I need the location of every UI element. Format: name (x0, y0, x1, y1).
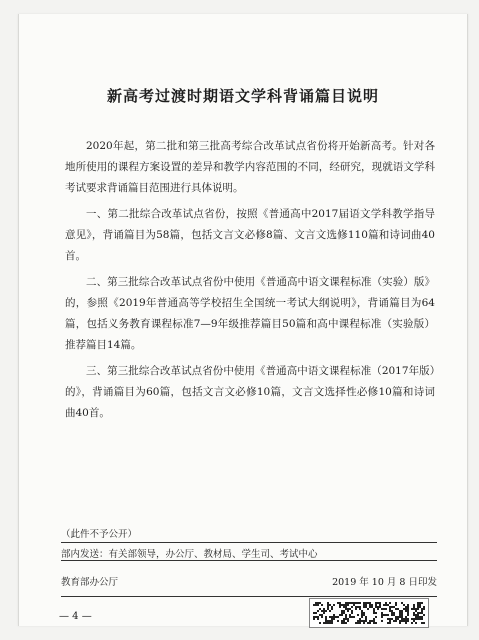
barcode-cell (323, 608, 325, 610)
barcode-cell (333, 616, 335, 618)
barcode-cell (359, 608, 361, 610)
barcode-cell (329, 622, 331, 624)
barcode-cell (367, 602, 369, 604)
document-page (18, 14, 468, 626)
barcode-cell (345, 604, 347, 606)
barcode-cell (347, 618, 349, 620)
barcode-cell (405, 616, 407, 618)
barcode-cell (383, 614, 385, 616)
footer-divider-middle (61, 560, 437, 561)
barcode-cell (363, 606, 365, 608)
barcode-cell (423, 622, 425, 624)
barcode-cell (389, 610, 391, 612)
barcode-cell (375, 622, 377, 624)
barcode-cell (327, 604, 329, 606)
barcode-cell (343, 622, 345, 624)
barcode-cell (351, 610, 353, 612)
barcode-cell (335, 616, 337, 618)
barcode-cell (421, 608, 423, 610)
barcode-cell (373, 622, 375, 624)
paragraph-item-1: 一、第二批综合改革试点省份，按照《普通高中2017届语文学科教学指导意见》，背诵篇目为58篇，包括文言文必修8篇、文言文选修110篇和诗词曲40首。 (65, 208, 435, 262)
barcode-cell (403, 608, 405, 610)
barcode-cell (351, 616, 353, 618)
barcode-cell (375, 606, 377, 608)
barcode-cell (343, 606, 345, 608)
barcode-cell (415, 614, 417, 616)
barcode-cell (393, 612, 395, 614)
barcode-cell (331, 622, 333, 624)
barcode-cell (355, 606, 357, 608)
barcode-cell (357, 622, 359, 624)
barcode-cell (403, 604, 405, 606)
barcode-cell (381, 608, 383, 610)
barcode-cell (321, 614, 323, 616)
barcode-cell (407, 606, 409, 608)
barcode-cell (385, 614, 387, 616)
barcode-cell (383, 604, 385, 606)
barcode-cell (351, 606, 353, 608)
barcode-cell (411, 622, 413, 624)
barcode-cell (337, 616, 339, 618)
barcode-cell (339, 606, 341, 608)
barcode-cell (369, 622, 371, 624)
barcode-cell (415, 622, 417, 624)
barcode-cell (377, 606, 379, 608)
barcode-cell (325, 616, 327, 618)
barcode-cell (361, 610, 363, 612)
barcode-cell (417, 604, 419, 606)
barcode-cell (393, 620, 395, 622)
barcode-cell (391, 614, 393, 616)
barcode-cell (385, 604, 387, 606)
barcode-cell (359, 622, 361, 624)
barcode-cell (341, 604, 343, 606)
barcode-cell (385, 602, 387, 604)
barcode-cell (339, 604, 341, 606)
barcode-cell (401, 610, 403, 612)
barcode-cell (405, 620, 407, 622)
barcode-cell (339, 614, 341, 616)
barcode-cell (407, 610, 409, 612)
barcode-cell (407, 618, 409, 620)
barcode-cell (341, 612, 343, 614)
barcode-cell (349, 602, 351, 604)
barcode-cell (421, 610, 423, 612)
barcode-cell (371, 620, 373, 622)
barcode-cell (391, 612, 393, 614)
barcode-cell (407, 614, 409, 616)
barcode-cell (357, 602, 359, 604)
barcode-cell (403, 618, 405, 620)
barcode-cell (419, 602, 421, 604)
barcode-cell (369, 620, 371, 622)
not-public-note: （此件不予公开） (61, 529, 138, 540)
barcode-cell (347, 608, 349, 610)
barcode-cell (367, 608, 369, 610)
barcode-cell (363, 622, 365, 624)
barcode-cell (375, 616, 377, 618)
barcode-cell (371, 604, 373, 606)
distribution-list: 部内发送：有关部领导，办公厅、教材局、学生司、考试中心 (61, 549, 318, 560)
barcode-cell (357, 620, 359, 622)
barcode-cell (417, 602, 419, 604)
barcode-cell (327, 606, 329, 608)
barcode-cell (405, 606, 407, 608)
paragraph-intro: 2020年起，第二批和第三批高考综合改革试点省份将开始新高考。针对各地所使用的课程方案设置的差异和教学内容范围的不同，经研究，现就语文学科考试要求背诵篇目范围进行具体说明。 (65, 140, 435, 194)
barcode-cell (421, 622, 423, 624)
barcode-cell (315, 612, 317, 614)
barcode-cell (333, 618, 335, 620)
barcode-cell (405, 622, 407, 624)
barcode-cell (341, 610, 343, 612)
barcode-cell (323, 610, 325, 612)
barcode-cell (315, 604, 317, 606)
barcode-cell (421, 612, 423, 614)
barcode-cell (363, 620, 365, 622)
barcode-cell (379, 606, 381, 608)
barcode-cell (387, 622, 389, 624)
barcode-cell (317, 602, 319, 604)
barcode-cell (363, 604, 365, 606)
barcode-cell (381, 614, 383, 616)
barcode-cell (349, 608, 351, 610)
paragraph-item-2: 二、第三批综合改革试点省份中使用《普通高中语文课程标准（实验）版》的，参照《2019年普通高等学校招生全国统一考试大纲说明》，背诵篇目为64篇，包括义务教育课程标准7—9年级推荐篇目50篇和高中课程标准（实验版）推荐篇目14篇。 (65, 276, 435, 351)
barcode-cell (325, 620, 327, 622)
barcode-cell (391, 606, 393, 608)
barcode-cell (413, 608, 415, 610)
barcode-cell (397, 618, 399, 620)
barcode-cell (423, 614, 425, 616)
barcode-cell (327, 602, 329, 604)
barcode-cell (347, 602, 349, 604)
barcode-cell (317, 610, 319, 612)
barcode-cell (341, 622, 343, 624)
barcode-cell (399, 622, 401, 624)
barcode-cell (327, 608, 329, 610)
barcode-cell (337, 602, 339, 604)
barcode-cell (325, 622, 327, 624)
barcode-cell (347, 604, 349, 606)
barcode-icon (309, 598, 429, 628)
barcode-cell (421, 616, 423, 618)
barcode-cell (373, 620, 375, 622)
barcode-cell (385, 608, 387, 610)
barcode-cell (345, 618, 347, 620)
barcode-cell (419, 612, 421, 614)
barcode-cell (377, 608, 379, 610)
barcode-cell (359, 618, 361, 620)
barcode-cell (373, 608, 375, 610)
barcode-cell (353, 604, 355, 606)
barcode-cell (383, 608, 385, 610)
barcode-cell (327, 622, 329, 624)
barcode-cell (415, 616, 417, 618)
barcode-cell (343, 618, 345, 620)
barcode-cell (401, 616, 403, 618)
barcode-cell (389, 608, 391, 610)
barcode-cell (353, 602, 355, 604)
barcode-cell (405, 608, 407, 610)
barcode-cell (411, 618, 413, 620)
barcode-cell (369, 602, 371, 604)
barcode-cell (315, 602, 317, 604)
barcode-cell (381, 620, 383, 622)
barcode-cell (389, 606, 391, 608)
barcode-cell (319, 602, 321, 604)
barcode-cell (407, 620, 409, 622)
barcode-cell (343, 604, 345, 606)
barcode-cell (415, 608, 417, 610)
barcode-cell (393, 606, 395, 608)
barcode-cell (381, 616, 383, 618)
barcode-cell (349, 616, 351, 618)
barcode-cell (395, 608, 397, 610)
barcode-cell (365, 616, 367, 618)
barcode-cell (399, 616, 401, 618)
barcode-cell (361, 616, 363, 618)
barcode-cell (389, 620, 391, 622)
barcode-cell (413, 606, 415, 608)
barcode-cell (413, 604, 415, 606)
barcode-cell (355, 608, 357, 610)
barcode-cell (369, 604, 371, 606)
barcode-cell (353, 616, 355, 618)
barcode-cell (321, 604, 323, 606)
barcode-cell (411, 608, 413, 610)
barcode-cell (341, 614, 343, 616)
barcode-cell (371, 606, 373, 608)
barcode-cell (379, 602, 381, 604)
barcode-cell (413, 618, 415, 620)
barcode-cell (377, 602, 379, 604)
barcode-cell (347, 610, 349, 612)
barcode-cell (313, 616, 315, 618)
barcode-cell (329, 620, 331, 622)
barcode-cell (327, 620, 329, 622)
barcode-cell (347, 620, 349, 622)
barcode-cell (389, 618, 391, 620)
barcode-cell (319, 622, 321, 624)
barcode-cell (419, 606, 421, 608)
barcode-cell (359, 620, 361, 622)
barcode-cell (423, 606, 425, 608)
barcode-cell (399, 612, 401, 614)
barcode-cell (395, 618, 397, 620)
barcode-cell (415, 618, 417, 620)
barcode-cell (395, 620, 397, 622)
barcode-cell (317, 604, 319, 606)
barcode-cell (415, 610, 417, 612)
barcode-cell (331, 616, 333, 618)
barcode-cell (355, 602, 357, 604)
barcode-cell (391, 610, 393, 612)
barcode-cell (355, 622, 357, 624)
barcode-cell (417, 608, 419, 610)
barcode-cell (395, 602, 397, 604)
barcode-cell (401, 602, 403, 604)
barcode-cell (387, 604, 389, 606)
barcode-cell (365, 620, 367, 622)
paragraph-item-3: 三、第三批综合改革试点省份中使用《普通高中语文课程标准（2017年版）的》，背诵篇目为60篇，包括文言文必修10篇，文言文选择性必修10篇和诗词曲40首。 (65, 365, 435, 419)
barcode-cell (389, 622, 391, 624)
barcode-cell (417, 618, 419, 620)
barcode-cell (315, 616, 317, 618)
barcode-cell (395, 604, 397, 606)
barcode-cell (341, 620, 343, 622)
barcode-cell (337, 620, 339, 622)
barcode-cell (357, 614, 359, 616)
barcode-cell (393, 614, 395, 616)
barcode-cell (417, 606, 419, 608)
barcode-cell (331, 620, 333, 622)
barcode-cell (365, 618, 367, 620)
barcode-cell (345, 606, 347, 608)
barcode-cell (407, 608, 409, 610)
barcode-cell (395, 616, 397, 618)
barcode-cell (343, 610, 345, 612)
barcode-cell (363, 614, 365, 616)
barcode-cell (369, 606, 371, 608)
barcode-cell (399, 614, 401, 616)
barcode-cell (365, 604, 367, 606)
barcode-cell (361, 614, 363, 616)
barcode-cell (373, 610, 375, 612)
barcode-cell (359, 606, 361, 608)
barcode-cell (381, 612, 383, 614)
barcode-cell (401, 620, 403, 622)
barcode-cell (325, 610, 327, 612)
barcode-cell (375, 604, 377, 606)
barcode-cell (423, 608, 425, 610)
barcode-cell (365, 606, 367, 608)
print-date: 2019 年 10 月 8 日印发 (332, 577, 437, 588)
barcode-cell (401, 612, 403, 614)
issuer: 教育部办公厅 (61, 577, 119, 588)
barcode-cell (323, 612, 325, 614)
barcode-cell (351, 612, 353, 614)
barcode-cell (421, 602, 423, 604)
barcode-cell (331, 606, 333, 608)
footer-divider-top (61, 542, 437, 543)
barcode-cell (333, 604, 335, 606)
barcode-cell (387, 618, 389, 620)
barcode-cell (321, 610, 323, 612)
barcode-cell (407, 604, 409, 606)
barcode-cell (413, 612, 415, 614)
barcode-cell (325, 618, 327, 620)
barcode-cell (363, 602, 365, 604)
barcode-cell (405, 618, 407, 620)
barcode-cell (389, 602, 391, 604)
barcode-cell (399, 620, 401, 622)
barcode-cell (373, 612, 375, 614)
barcode-cell (345, 608, 347, 610)
barcode-cell (321, 616, 323, 618)
barcode-cell (401, 618, 403, 620)
barcode-cell (367, 622, 369, 624)
barcode-cell (329, 604, 331, 606)
barcode-cell (317, 616, 319, 618)
barcode-cell (387, 614, 389, 616)
barcode-cell (373, 618, 375, 620)
barcode-cell (357, 606, 359, 608)
barcode-cell (319, 614, 321, 616)
barcode-cell (361, 612, 363, 614)
footer-divider-bottom (61, 596, 437, 597)
document-title: 新高考过渡时期语文学科背诵篇目说明 (106, 87, 379, 105)
barcode-cell (345, 602, 347, 604)
barcode-cell (397, 616, 399, 618)
barcode-cell (417, 614, 419, 616)
barcode-cell (329, 616, 331, 618)
page-number: — 4 — (59, 611, 92, 622)
barcode-cell (401, 614, 403, 616)
barcode-cell (313, 612, 315, 614)
barcode-cell (417, 612, 419, 614)
barcode-cell (349, 614, 351, 616)
barcode-cell (345, 622, 347, 624)
barcode-cell (375, 612, 377, 614)
barcode-cell (399, 610, 401, 612)
barcode-cell (407, 612, 409, 614)
barcode-cell (313, 618, 315, 620)
barcode-cell (421, 618, 423, 620)
barcode-cell (419, 618, 421, 620)
barcode-cell (343, 612, 345, 614)
barcode-cell (375, 602, 377, 604)
barcode-cell (413, 620, 415, 622)
barcode-cell (359, 602, 361, 604)
barcode-cell (323, 622, 325, 624)
barcode-cell (343, 620, 345, 622)
barcode-cell (419, 616, 421, 618)
barcode-cell (403, 620, 405, 622)
barcode-cell (331, 618, 333, 620)
barcode-cell (397, 608, 399, 610)
barcode-cell (329, 610, 331, 612)
barcode-cell (379, 604, 381, 606)
document-body (65, 136, 435, 429)
barcode-cell (413, 614, 415, 616)
barcode-cell (345, 614, 347, 616)
barcode-cell (331, 608, 333, 610)
barcode-cell (361, 620, 363, 622)
barcode-cell (351, 602, 353, 604)
barcode-cell (391, 618, 393, 620)
barcode-cell (319, 608, 321, 610)
barcode-cell (417, 616, 419, 618)
barcode-cell (317, 618, 319, 620)
barcode-cell (363, 612, 365, 614)
barcode-cell (313, 604, 315, 606)
barcode-cell (419, 604, 421, 606)
barcode-cell (365, 602, 367, 604)
barcode-cell (345, 616, 347, 618)
barcode-cell (333, 614, 335, 616)
barcode-cell (405, 610, 407, 612)
barcode-cell (339, 602, 341, 604)
